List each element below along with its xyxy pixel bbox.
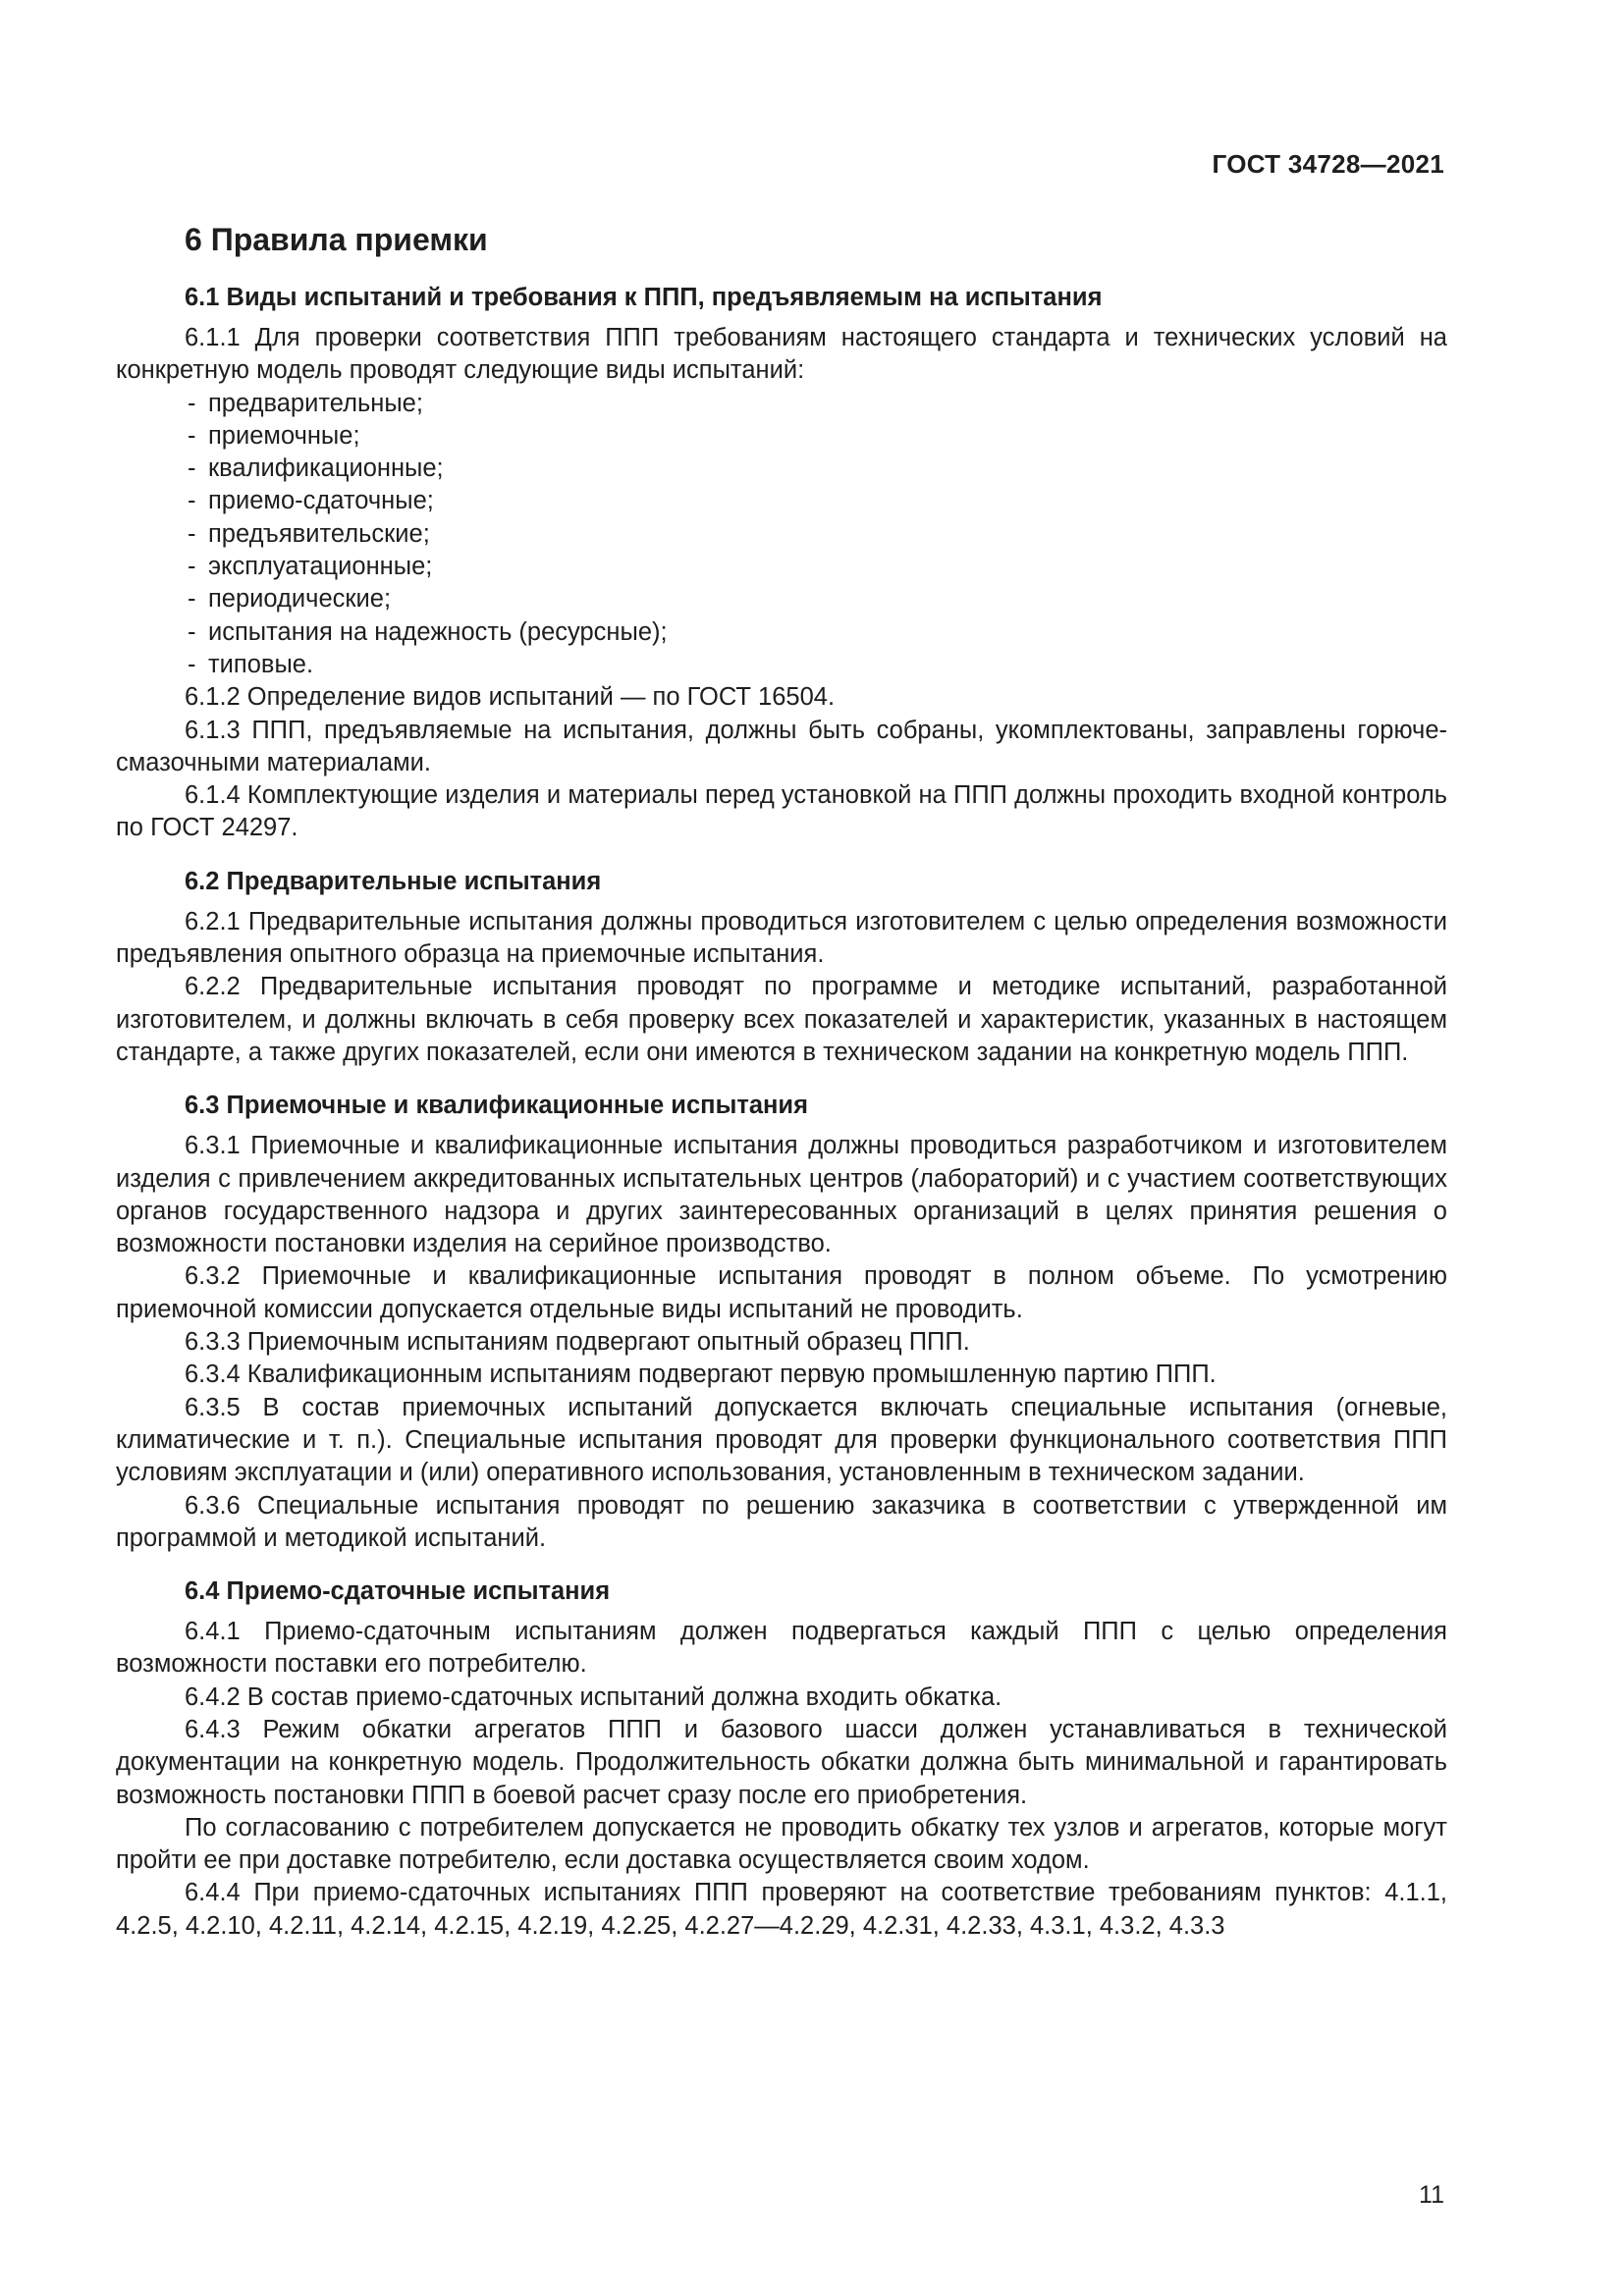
paragraph-6-1-1: 6.1.1 Для проверки соответствия ППП требованиям настоящего стандарта и технических условий на конкретную модель проводят следующие виды испытаний: [116, 324, 1447, 385]
list-dash: - [188, 389, 196, 417]
paragraph-6-2-1: 6.2.1 Предварительные испытания должны проводиться изготовителем с целью определения возможности предъявления опытного образца на приемочные испытания. [116, 907, 1447, 969]
list-item-text: приемо-сдаточные; [208, 487, 434, 515]
list-dash: - [188, 454, 196, 483]
subsection-heading-6-1: 6.1 Виды испытаний и требования к ППП, предъявляемым на испытания [185, 284, 1103, 311]
list-dash: - [188, 421, 196, 450]
list-item-text: предъявительские; [208, 519, 430, 548]
list-item [188, 551, 1447, 583]
paragraph-6-4-1: 6.4.1 Приемо-сдаточным испытаниям должен подвергаться каждый ППП с целью определения возможности поставки его потребителю. [116, 1618, 1447, 1679]
list-item [188, 518, 1447, 551]
list-item-text: эксплуатационные; [208, 553, 433, 581]
list-item-text: приемочные; [208, 421, 360, 450]
list-item [188, 388, 1447, 420]
paragraph-6-1-4: 6.1.4 Комплектующие изделия и материалы перед установкой на ППП должны проходить входной контроль по ГОСТ 24297. [116, 781, 1447, 842]
list-item-text: периодические; [208, 585, 392, 614]
paragraph-6-2-2: 6.2.2 Предварительные испытания проводят по программе и методике испытаний, разработанной изготовителем, и должны включать в себя проверку всех показателей и характеристик, указанных в настоящем стандарте, а также других показателей, если они имеются в техническом задании на конкретную модель ППП. [116, 973, 1447, 1066]
paragraph-6-4-4: 6.4.4 При приемо-сдаточных испытаниях ППП проверяют на соответствие требованиям пунктов: 4.1.1, 4.2.5, 4.2.10, 4.2.11, 4.2.14, 4.2.15, 4.2.19, 4.2.25, 4.2.27—4.2.29, 4.2.31, 4.2.33, 4.3.1, 4.3.2, 4.3.3 [116, 1879, 1447, 1940]
paragraph-6-3-5: 6.3.5 В состав приемочных испытаний допускается включать специальные испытания (огневые, климатические и т. п.). Специальные испытания проводят для проверки функционального соответствия ППП условиям эксплуатации и (или) оперативного использования, установленным в техническом задании. [116, 1393, 1447, 1487]
paragraph-6-1-3: 6.1.3 ППП, предъявляемые на испытания, должны быть собраны, укомплектованы, заправлены горюче-смазочными материалами. [116, 716, 1447, 776]
document-header: ГОСТ 34728—2021 [1212, 149, 1444, 179]
test-types-list [116, 388, 1447, 682]
page-content [116, 220, 1447, 1943]
list-dash: - [188, 650, 196, 678]
list-dash: - [188, 519, 196, 548]
list-item [188, 485, 1447, 517]
paragraph-6-3-2: 6.3.2 Приемочные и квалификационные испытания проводят в полном объеме. По усмотрению приемочной комиссии допускается отдельные виды испытаний не проводить. [116, 1262, 1447, 1323]
list-item [188, 453, 1447, 485]
list-item [188, 616, 1447, 649]
list-item [188, 583, 1447, 615]
paragraph-6-3-1: 6.3.1 Приемочные и квалификационные испытания должны проводиться разработчиком и изготовителем изделия с привлечением аккредитованных испытательных центров (лабораторий) и с участием соответствующих органов государственного надзора и других заинтересованных организаций в целях принятия решения о возможности постановки изделия на серийное производство. [116, 1132, 1447, 1258]
paragraph-6-3-3: 6.3.3 Приемочным испытаниям подвергают опытный образец ППП. [185, 1328, 970, 1357]
paragraph-6-4-3: 6.4.3 Режим обкатки агрегатов ППП и базового шасси должен устанавливаться в технической документации на конкретную модель. Продолжительность обкатки должна быть минимальной и гарантировать возможность постановки ППП в боевой расчет сразу после его приобретения. [116, 1715, 1447, 1809]
list-item-text: испытания на надежность (ресурсные); [208, 617, 668, 646]
subsection-heading-6-3: 6.3 Приемочные и квалификационные испытания [185, 1092, 808, 1120]
paragraph-6-3-6: 6.3.6 Специальные испытания проводят по решению заказчика в соответствии с утвержденной им программой и методикой испытаний. [116, 1491, 1447, 1552]
paragraph-6-4-2: 6.4.2 В состав приемо-сдаточных испытаний должна входить обкатка. [185, 1682, 1002, 1711]
list-item-text: типовые. [208, 650, 314, 678]
subsection-heading-6-2: 6.2 Предварительные испытания [185, 867, 602, 895]
list-item-text: предварительные; [208, 389, 423, 417]
paragraph-6-1-2: 6.1.2 Определение видов испытаний — по ГОСТ 16504. [185, 683, 836, 712]
list-dash: - [188, 617, 196, 646]
list-item [188, 420, 1447, 453]
paragraph-6-4-3-note: По согласованию с потребителем допускается не проводить обкатку тех узлов и агрегатов, которые могут пройти ее при доставке потребителю, если доставка осуществляется своим ходом. [116, 1813, 1447, 1875]
list-dash: - [188, 487, 196, 515]
list-item [188, 649, 1447, 681]
section-title: 6 Правила приемки [185, 222, 488, 257]
page-number: 11 [1419, 2181, 1444, 2209]
subsection-heading-6-4: 6.4 Приемо-сдаточные испытания [185, 1577, 611, 1606]
list-dash: - [188, 553, 196, 581]
list-dash: - [188, 585, 196, 614]
list-item-text: квалификационные; [208, 454, 444, 483]
paragraph-6-3-4: 6.3.4 Квалификационным испытаниям подвергают первую промышленную партию ППП. [185, 1361, 1217, 1389]
